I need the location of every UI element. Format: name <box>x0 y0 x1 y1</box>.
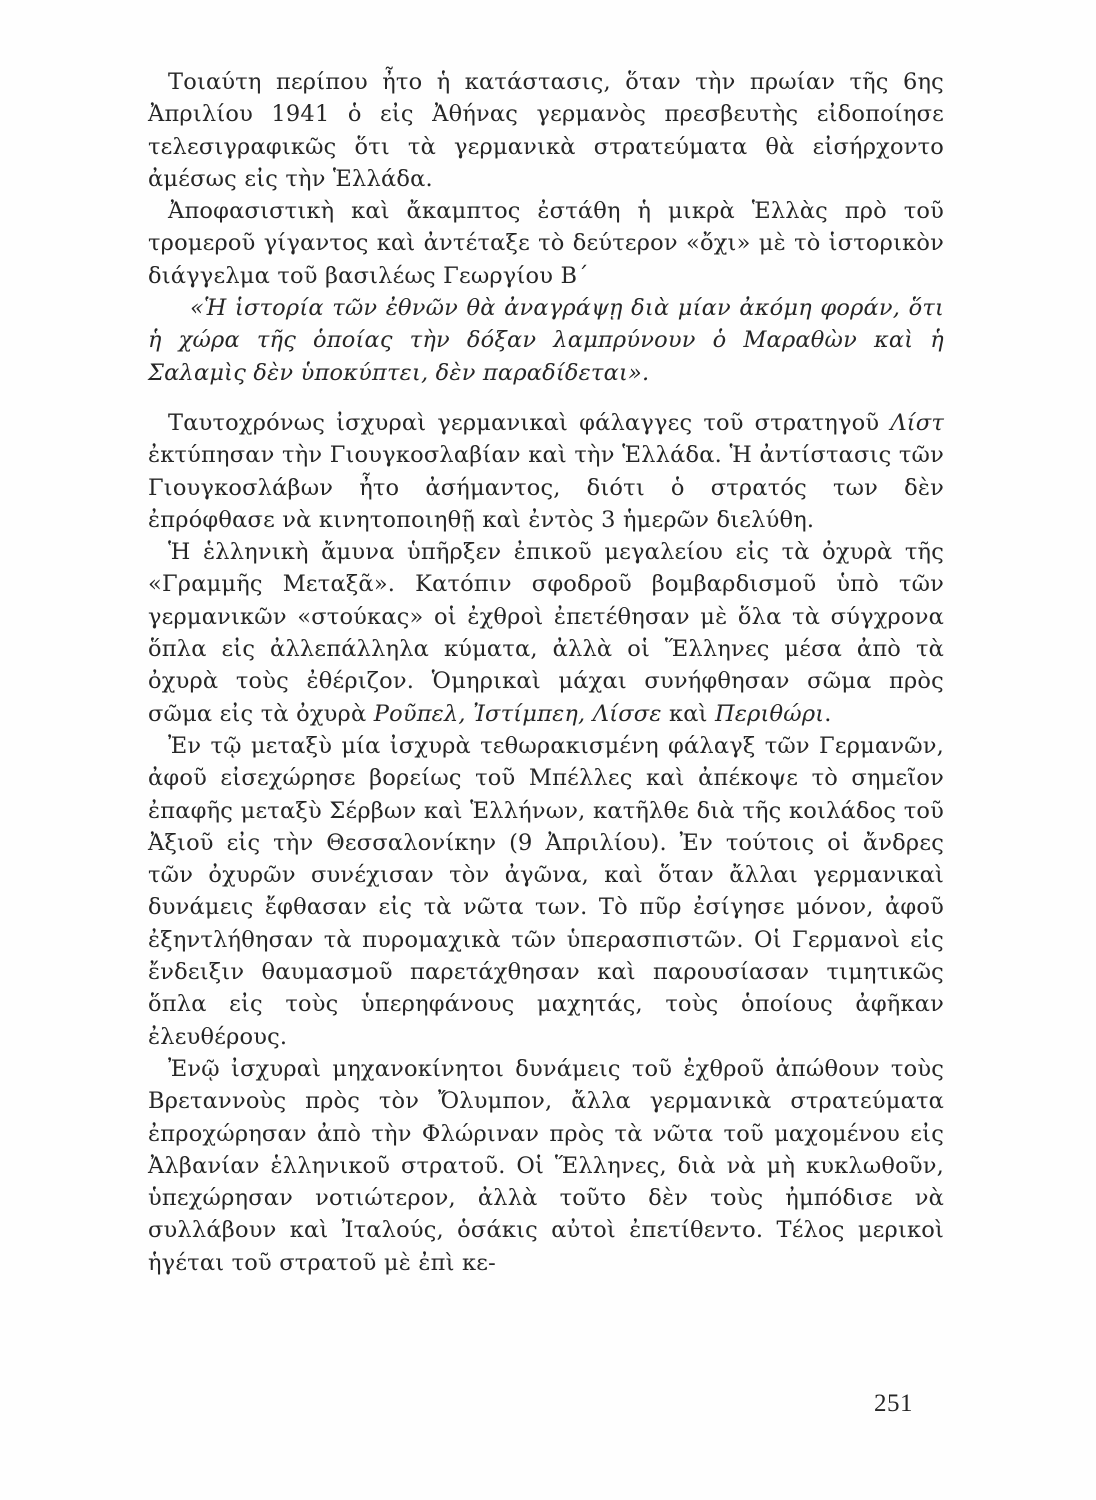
p5-text-a: Ἡ ἑλληνικὴ ἄμυνα ὑπῆρξεν ἐπικοῦ μεγαλείου εἰς τὰ ὀχυρὰ τῆς «Γραμμῆς Μεταξᾶ». Κατόπιν σφοδροῦ βομβαρδισμοῦ ὑπὸ τῶν γερμανικῶν «στούκας» οἱ ἐχθροὶ ἐπετέθησαν μὲ ὅλα τὰ σύγχρονα ὅπλα εἰς ἀλλεπάλληλα κύματα, ἀλλὰ οἱ Ἕλληνες μέσα ἀπὸ τὰ ὀχυρὰ τοὺς ἐθέριζον. Ὁμηρικαὶ μάχαι συνήφθησαν σῶμα πρὸς σῶμα εἰς τὰ ὀχυρὰ <box>148 539 944 727</box>
p5-italic-forts: Ροῦπελ, Ἰστίμπεη, Λίσσε <box>373 700 662 727</box>
paragraph-4 <box>148 407 944 536</box>
royal-proclamation-quote: «Ἡ ἱστορία τῶν ἐθνῶν θὰ ἀναγράψῃ διὰ μίαν ἀκόμη φοράν, ὅτι ἡ χώρα τῆς ὁποίας τὴν δόξαν λαμπρύνουν ὁ Μαραθὼν καὶ ἡ Σαλαμὶς δὲν ὑποκύπτει, δὲν παραδίδεται». <box>148 295 944 386</box>
p5-text-e: . <box>824 700 832 727</box>
body-text <box>148 66 944 1279</box>
p4-italic-name: Λίστ <box>890 409 944 436</box>
p4-text-c: ἐκτύπησαν τὴν Γιουγκοσλαβίαν καὶ τὴν Ἑλλάδα. Ἡ ἀντίστασις τῶν Γιουγκοσλάβων ἦτο ἀσήμαντος, διότι ὁ στρατός των δὲν ἐπρόφθασε νὰ κινητοποιηθῇ καὶ ἐντὸς 3 ἡμερῶν διελύθη. <box>148 442 944 533</box>
paragraph-2: Ἀποφασιστικὴ καὶ ἄκαμπτος ἐστάθη ἡ μικρὰ Ἑλλὰς πρὸ τοῦ τρομεροῦ γίγαντος καὶ ἀντέταξε τὸ δεύτερον «ὄχι» μὲ τὸ ἱστορικὸν διάγγελμα τοῦ βασιλέως Γεωργίου Β΄ <box>148 198 944 289</box>
paragraph-6: Ἐν τῷ μεταξὺ μία ἰσχυρὰ τεθωρακισμένη φάλαγξ τῶν Γερμανῶν, ἀφοῦ εἰσεχώρησε βορείως τοῦ Μπέλλες καὶ ἀπέκοψε τὸ σημεῖον ἐπαφῆς μεταξὺ Σέρβων καὶ Ἑλλήνων, κατῆλθε διὰ τῆς κοιλάδος τοῦ Ἀξιοῦ εἰς τὴν Θεσσαλονίκην (9 Ἀπριλίου). Ἐν τούτοις οἱ ἄνδρες τῶν ὀχυρῶν συνέχισαν τὸν ἀγῶνα, καὶ ὅταν ἄλλαι γερμανικαὶ δυνάμεις ἔφθασαν εἰς τὰ νῶτα των. Τὸ πῦρ ἐσίγησε μόνον, ἀφοῦ ἐξηντλήθησαν τὰ πυρομαχικὰ τῶν ὑπερασπιστῶν. Οἱ Γερμανοὶ εἰς ἔνδειξιν θαυμασμοῦ παρετάχθησαν καὶ παρουσίασαν τιμητικῶς ὅπλα εἰς τοὺς ὑπερηφάνους μαχητάς, τοὺς ὁποίους ἀφῆκαν ἐλευθέρους. <box>148 732 944 1050</box>
paragraph-7: Ἐνῷ ἰσχυραὶ μηχανοκίνητοι δυνάμεις τοῦ ἐχθροῦ ἀπώθουν τοὺς Βρεταννοὺς πρὸς τὸν Ὄλυμπον, ἄλλα γερμανικὰ στρατεύματα ἐπροχώρησαν ἀπὸ τὴν Φλώριναν πρὸς τὰ νῶτα τοῦ μαχομένου εἰς Ἀλβανίαν ἑλληνικοῦ στρατοῦ. Οἱ Ἕλληνες, διὰ νὰ μὴ κυκλωθοῦν, ὑπεχώρησαν νοτιώτερον, ἀλλὰ τοῦτο δὲν τοὺς ἠμπόδισε νὰ συλλάβουν καὶ Ἰταλούς, ὁσάκις αὐτοὶ ἐπετίθεντο. Τέλος μερικοὶ ἡγέται τοῦ στρατοῦ μὲ ἐπὶ κε- <box>148 1055 944 1276</box>
p5-text-c: καὶ <box>661 700 715 727</box>
paragraph-1: Τοιαύτη περίπου ἦτο ἡ κατάστασις, ὅταν τὴν πρωίαν τῆς 6ης Ἀπριλίου 1941 ὁ εἰς Ἀθήνας γερμανὸς πρεσβευτὴς εἰδοποίησε τελεσιγραφικῶς ὅτι τὰ γερμανικὰ στρατεύματα θὰ εἰσήρχοντο ἀμέσως εἰς τὴν Ἑλλάδα. <box>148 69 944 192</box>
paragraph-gap <box>148 389 944 407</box>
p5-italic-perithori: Περιθώρι <box>715 700 825 727</box>
p4-text-a: Ταυτοχρόνως ἰσχυραὶ γερμανικαὶ φάλαγγες τοῦ στρατηγοῦ <box>168 409 891 436</box>
page-number: 251 <box>874 1390 913 1417</box>
paragraph-5 <box>148 536 944 730</box>
